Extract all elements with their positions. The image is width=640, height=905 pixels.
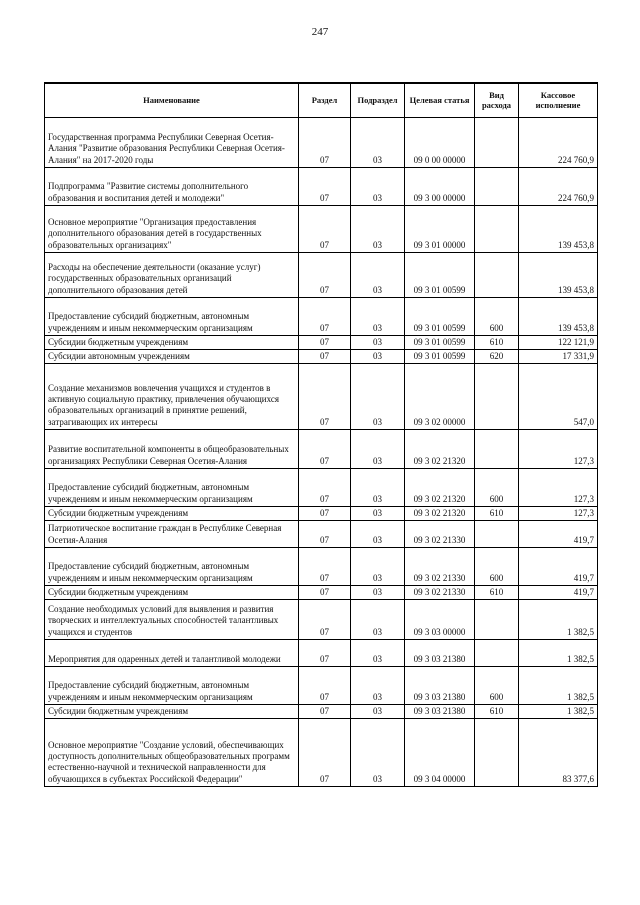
row-target: 09 3 01 00000 — [405, 206, 475, 253]
row-name: Предоставление субсидий бюджетным, автономным учреждениям и иным некоммерческим организациям — [45, 469, 299, 507]
row-name: Субсидии бюджетным учреждениям — [45, 507, 299, 521]
row-subsection: 03 — [351, 521, 405, 548]
row-name: Субсидии бюджетным учреждениям — [45, 336, 299, 350]
row-name: Предоставление субсидий бюджетным, автономным учреждениям и иным некоммерческим организациям — [45, 298, 299, 336]
row-amount: 83 377,6 — [519, 719, 598, 787]
table-row — [45, 350, 598, 364]
row-section: 07 — [299, 719, 351, 787]
row-section: 07 — [299, 507, 351, 521]
row-target: 09 3 02 21320 — [405, 430, 475, 469]
row-amount: 419,7 — [519, 586, 598, 600]
row-subsection: 03 — [351, 336, 405, 350]
row-expense-type — [475, 640, 519, 667]
row-section: 07 — [299, 705, 351, 719]
row-amount: 419,7 — [519, 548, 598, 586]
row-section: 07 — [299, 168, 351, 206]
row-name: Основное мероприятие "Организация предоставления дополнительного образования детей в государственных образовательных организациях" — [45, 206, 299, 253]
row-subsection: 03 — [351, 118, 405, 168]
row-section: 07 — [299, 667, 351, 705]
row-expense-type — [475, 364, 519, 430]
row-subsection: 03 — [351, 253, 405, 298]
row-name: Патриотическое воспитание граждан в Республике Северная Осетия-Алания — [45, 521, 299, 548]
table-row — [45, 253, 598, 298]
row-expense-type — [475, 521, 519, 548]
row-expense-type: 600 — [475, 298, 519, 336]
row-subsection: 03 — [351, 667, 405, 705]
row-expense-type — [475, 253, 519, 298]
row-section: 07 — [299, 430, 351, 469]
row-amount: 1 382,5 — [519, 705, 598, 719]
row-target: 09 3 01 00599 — [405, 336, 475, 350]
table-header-row — [45, 83, 598, 118]
row-subsection: 03 — [351, 600, 405, 640]
table-row — [45, 705, 598, 719]
header-name: Наименование — [45, 83, 299, 118]
row-expense-type — [475, 118, 519, 168]
row-target: 09 3 03 00000 — [405, 600, 475, 640]
row-amount: 127,3 — [519, 430, 598, 469]
row-amount: 1 382,5 — [519, 600, 598, 640]
header-section: Раздел — [299, 83, 351, 118]
row-subsection: 03 — [351, 640, 405, 667]
row-section: 07 — [299, 364, 351, 430]
table-row — [45, 206, 598, 253]
row-target: 09 3 03 21380 — [405, 705, 475, 719]
row-subsection: 03 — [351, 350, 405, 364]
row-subsection: 03 — [351, 719, 405, 787]
header-expense-type: Вид расхода — [475, 83, 519, 118]
row-target: 09 3 03 21380 — [405, 667, 475, 705]
row-subsection: 03 — [351, 548, 405, 586]
row-expense-type: 610 — [475, 586, 519, 600]
row-name: Предоставление субсидий бюджетным, автономным учреждениям и иным некоммерческим организациям — [45, 548, 299, 586]
row-expense-type — [475, 206, 519, 253]
row-amount: 1 382,5 — [519, 640, 598, 667]
row-name: Основное мероприятие "Создание условий, обеспечивающих доступность дополнительных общеобразовательных программ естественно-научной и технической направленности для обучающихся в субъектах Российской Федерации" — [45, 719, 299, 787]
row-section: 07 — [299, 118, 351, 168]
row-amount: 139 453,8 — [519, 253, 598, 298]
row-subsection: 03 — [351, 507, 405, 521]
table-row — [45, 719, 598, 787]
budget-table — [44, 82, 598, 787]
row-amount: 122 121,9 — [519, 336, 598, 350]
row-section: 07 — [299, 336, 351, 350]
row-subsection: 03 — [351, 705, 405, 719]
row-target: 09 3 01 00599 — [405, 253, 475, 298]
row-target: 09 3 02 21330 — [405, 586, 475, 600]
table-row — [45, 364, 598, 430]
table-row — [45, 640, 598, 667]
row-expense-type — [475, 719, 519, 787]
row-target: 09 3 04 00000 — [405, 719, 475, 787]
row-target: 09 3 02 21330 — [405, 548, 475, 586]
row-subsection: 03 — [351, 430, 405, 469]
table-row — [45, 336, 598, 350]
row-name: Предоставление субсидий бюджетным, автономным учреждениям и иным некоммерческим организациям — [45, 667, 299, 705]
table-row — [45, 168, 598, 206]
row-expense-type — [475, 600, 519, 640]
row-expense-type: 610 — [475, 507, 519, 521]
table-row — [45, 600, 598, 640]
row-section: 07 — [299, 469, 351, 507]
row-name: Подпрограмма "Развитие системы дополнительного образования и воспитания детей и молодежи" — [45, 168, 299, 206]
table-row — [45, 667, 598, 705]
row-section: 07 — [299, 586, 351, 600]
page-number: 247 — [311, 26, 329, 38]
row-name: Субсидии бюджетным учреждениям — [45, 705, 299, 719]
row-name: Создание необходимых условий для выявления и развития творческих и интеллектуальных способностей талантливых учащихся и студентов — [45, 600, 299, 640]
row-expense-type — [475, 168, 519, 206]
row-amount: 139 453,8 — [519, 298, 598, 336]
header-subsection: Подраздел — [351, 83, 405, 118]
row-expense-type: 610 — [475, 336, 519, 350]
row-target: 09 3 02 21320 — [405, 469, 475, 507]
row-section: 07 — [299, 253, 351, 298]
row-name: Развитие воспитательной компоненты в общеобразовательных организациях Республики Северная Осетия-Алания — [45, 430, 299, 469]
row-section: 07 — [299, 350, 351, 364]
row-target: 09 3 02 21330 — [405, 521, 475, 548]
row-expense-type: 600 — [475, 548, 519, 586]
table-row — [45, 430, 598, 469]
row-target: 09 3 02 00000 — [405, 364, 475, 430]
row-amount: 17 331,9 — [519, 350, 598, 364]
row-amount: 127,3 — [519, 507, 598, 521]
row-section: 07 — [299, 298, 351, 336]
table-row — [45, 521, 598, 548]
row-target: 09 3 00 00000 — [405, 168, 475, 206]
row-amount: 224 760,9 — [519, 168, 598, 206]
header-target: Целевая статья — [405, 83, 475, 118]
row-name: Государственная программа Республики Северная Осетия-Алания "Развитие образования Республики Северная Осетия-Алания" на 2017-2020 годы — [45, 118, 299, 168]
row-amount: 224 760,9 — [519, 118, 598, 168]
row-expense-type: 600 — [475, 469, 519, 507]
row-name: Субсидии автономным учреждениям — [45, 350, 299, 364]
row-amount: 139 453,8 — [519, 206, 598, 253]
row-amount: 419,7 — [519, 521, 598, 548]
row-name: Субсидии бюджетным учреждениям — [45, 586, 299, 600]
header-amount: Кассовое исполнение — [519, 83, 598, 118]
row-name: Расходы на обеспечение деятельности (оказание услуг) государственных образовательных организаций дополнительного образования детей — [45, 253, 299, 298]
table-row — [45, 507, 598, 521]
row-target: 09 0 00 00000 — [405, 118, 475, 168]
row-subsection: 03 — [351, 298, 405, 336]
table-row — [45, 586, 598, 600]
row-amount: 547,0 — [519, 364, 598, 430]
row-target: 09 3 03 21380 — [405, 640, 475, 667]
row-subsection: 03 — [351, 206, 405, 253]
row-amount: 1 382,5 — [519, 667, 598, 705]
row-name: Мероприятия для одаренных детей и талантливой молодежи — [45, 640, 299, 667]
row-expense-type: 600 — [475, 667, 519, 705]
row-subsection: 03 — [351, 168, 405, 206]
row-expense-type — [475, 430, 519, 469]
table-row — [45, 469, 598, 507]
row-subsection: 03 — [351, 364, 405, 430]
table-row — [45, 118, 598, 168]
row-section: 07 — [299, 640, 351, 667]
row-subsection: 03 — [351, 469, 405, 507]
row-target: 09 3 01 00599 — [405, 350, 475, 364]
row-expense-type: 620 — [475, 350, 519, 364]
row-target: 09 3 02 21320 — [405, 507, 475, 521]
row-subsection: 03 — [351, 586, 405, 600]
row-target: 09 3 01 00599 — [405, 298, 475, 336]
table-row — [45, 548, 598, 586]
row-name: Создание механизмов вовлечения учащихся и студентов в активную социальную практику, привлечения обучающихся образовательных организаций в принятие решений, затрагивающих их интересы — [45, 364, 299, 430]
row-section: 07 — [299, 600, 351, 640]
row-section: 07 — [299, 206, 351, 253]
row-section: 07 — [299, 521, 351, 548]
row-expense-type: 610 — [475, 705, 519, 719]
row-amount: 127,3 — [519, 469, 598, 507]
row-section: 07 — [299, 548, 351, 586]
table-row — [45, 298, 598, 336]
